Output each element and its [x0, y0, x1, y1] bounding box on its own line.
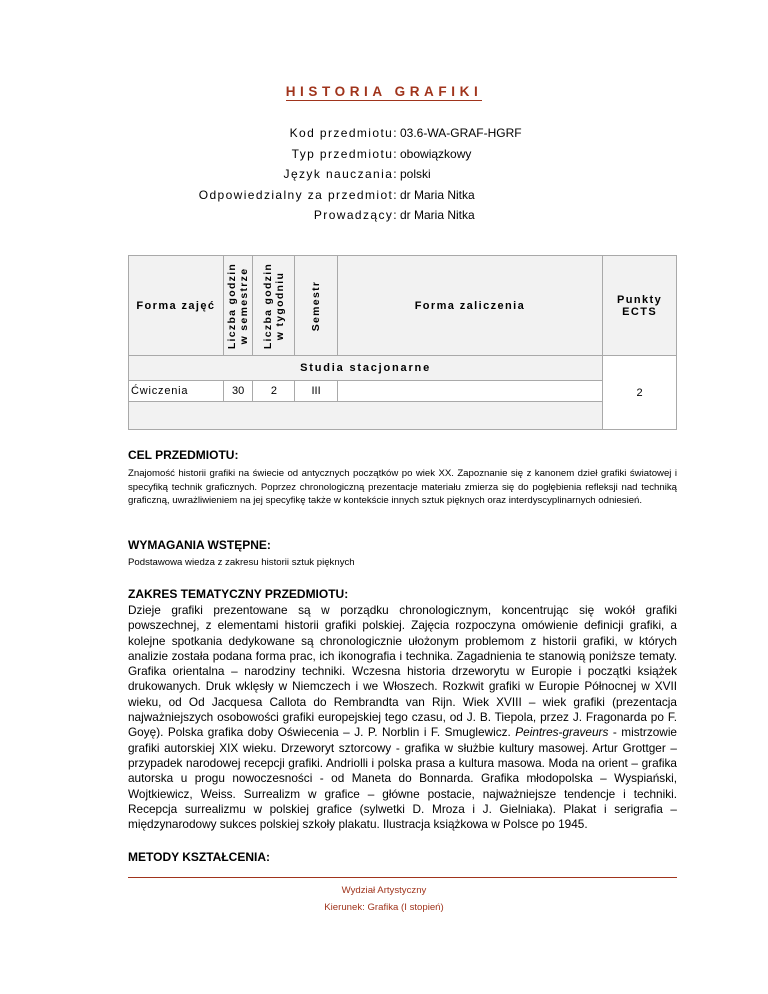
footer-divider [128, 877, 677, 878]
header-godz-semestr: Liczba godzin w semestrze [223, 256, 253, 356]
footer-faculty: Wydział Artystyczny [341, 885, 427, 896]
meta-label: Język nauczania: [283, 167, 398, 181]
zakres-title: ZAKRES TEMATYCZNY PRZEDMIOTU: [128, 587, 349, 601]
meta-label: Typ przedmiotu: [291, 147, 398, 161]
meta-value: 03.6-WA-GRAF-HGRF [400, 126, 522, 140]
meta-label: Prowadzący: [313, 208, 398, 222]
cell-forma-zal [337, 381, 603, 402]
header-ects: Punkty ECTS [603, 256, 677, 356]
wymagania-text: Podstawowa wiedza z zakresu historii sztuk pięknych [128, 557, 355, 568]
cell-forma: Ćwiczenia [129, 381, 224, 402]
page-title: HISTORIA GRAFIKI [285, 84, 483, 99]
meta-value: obowiązkowy [400, 147, 472, 161]
meta-row [0, 126, 768, 144]
wymagania-section [128, 538, 677, 570]
cel-section [128, 448, 677, 508]
metody-section [128, 850, 677, 864]
zakres-section [128, 587, 677, 832]
cel-title: CEL PRZEDMIOTU: [128, 448, 239, 462]
studia-row [129, 356, 677, 381]
meta-row [0, 188, 768, 206]
empty-row [129, 402, 677, 430]
footer-program: Kierunek: Grafika (I stopień) [324, 902, 444, 913]
header-semestr: Semestr [295, 256, 337, 356]
table-header-row [129, 256, 677, 356]
meta-value: dr Maria Nitka [400, 188, 475, 202]
meta-row [0, 147, 768, 165]
header-godz-tydzien: Liczba godzin w tygodniu [253, 256, 295, 356]
cell-semestr: III [295, 381, 337, 402]
metody-title: METODY KSZTAŁCENIA: [128, 850, 271, 864]
meta-row [0, 167, 768, 185]
empty-cell [129, 402, 603, 430]
meta-value: dr Maria Nitka [400, 208, 475, 222]
zakres-text: Dzieje grafiki prezentowane są w porządku chronologicznym, koncentrując się wokół grafiki powszechnej, z elementami historii grafiki polskiej. Zajęcia rozpoczyna omówienie definicji grafiki, a kolejne spotkania dedykowane są chronologicznie ułożonym problemom z historii grafiki, w których analizie została podana forma prac, ich ikonografia i technika. Zagadnienia te stanowią poniższe tematy. Grafika orientalna – narodziny techniki. Wczesna historia drzeworytu w Europie i początki książek drukowanych. Druk wklęsły w Niemczech i we Włoszech. Rozkwit grafiki w Europie Północnej w XVII wieku, od Od Jacquesa Callota do Rembrandta van Rijn. Wiek XVIII – wiek grafiki (prezentacja najważniejszych osobowości grafiki europejskiej tego czasu, od J. B. Tiepola, przez J. Fragonarda po F. Goyę). Polska grafika doby Oświecenia – J. P. Norblin i F. Smuglewicz. Peintres-graveurs - mistrzowie grafiki autorskiej XIX wieku. Drzeworyt sztorcowy - grafika w służbie kultury masowej. Artur Grottger – przypadek narodowej recepcji grafiki. Andriolli i polska prasa a kultura masowa. Moda na orient – grafika autorska u progu nowoczesności - od Maneta do Bonnarda. Grafika młodopolska – Wyspiański, Wojtkiewicz, Weiss. Surrealizm w grafice – główne postacie, najważniejsze tendencje i techniki. Recepcja surrealizmu w polskiej grafice (sylwetki D. Mroza i J. Gielniaka). Plakat i serigrafia – międzynarodowy sukces polskiej szkoły plakatu. Ilustracja książkowa w Polsce po 1945. [128, 603, 677, 832]
cell-godz-tyg: 2 [253, 381, 295, 402]
header-forma-zajec: Forma zajęć [129, 256, 224, 356]
ects-value: 2 [603, 356, 677, 430]
meta-value: polski [400, 167, 431, 181]
table-row [129, 381, 677, 402]
cel-text: Znajomość historii grafiki na świecie od antycznych początków po wiek XX. Zapoznanie się z kanonem dzieł grafiki światowej i specyfiką technik graficznych. Poprzez chronologiczną prezentacje materiału zmierza się do pogłębienia refleksji nad techniką graficzną, uwrażliwieniem na jej specyfikę także w kontekście innych sztuk pięknych oraz interdyscyplinarnych odniesień. [128, 468, 677, 507]
cell-godz-sem: 30 [223, 381, 253, 402]
studia-label: Studia stacjonarne [129, 356, 603, 381]
header-forma-zaliczenia: Forma zaliczenia [337, 256, 603, 356]
wymagania-title: WYMAGANIA WSTĘPNE: [128, 538, 271, 552]
meta-row [0, 208, 768, 226]
meta-label: Kod przedmiotu: [289, 126, 398, 140]
course-table [128, 255, 677, 430]
meta-label: Odpowiedzialny za przedmiot: [198, 188, 398, 202]
